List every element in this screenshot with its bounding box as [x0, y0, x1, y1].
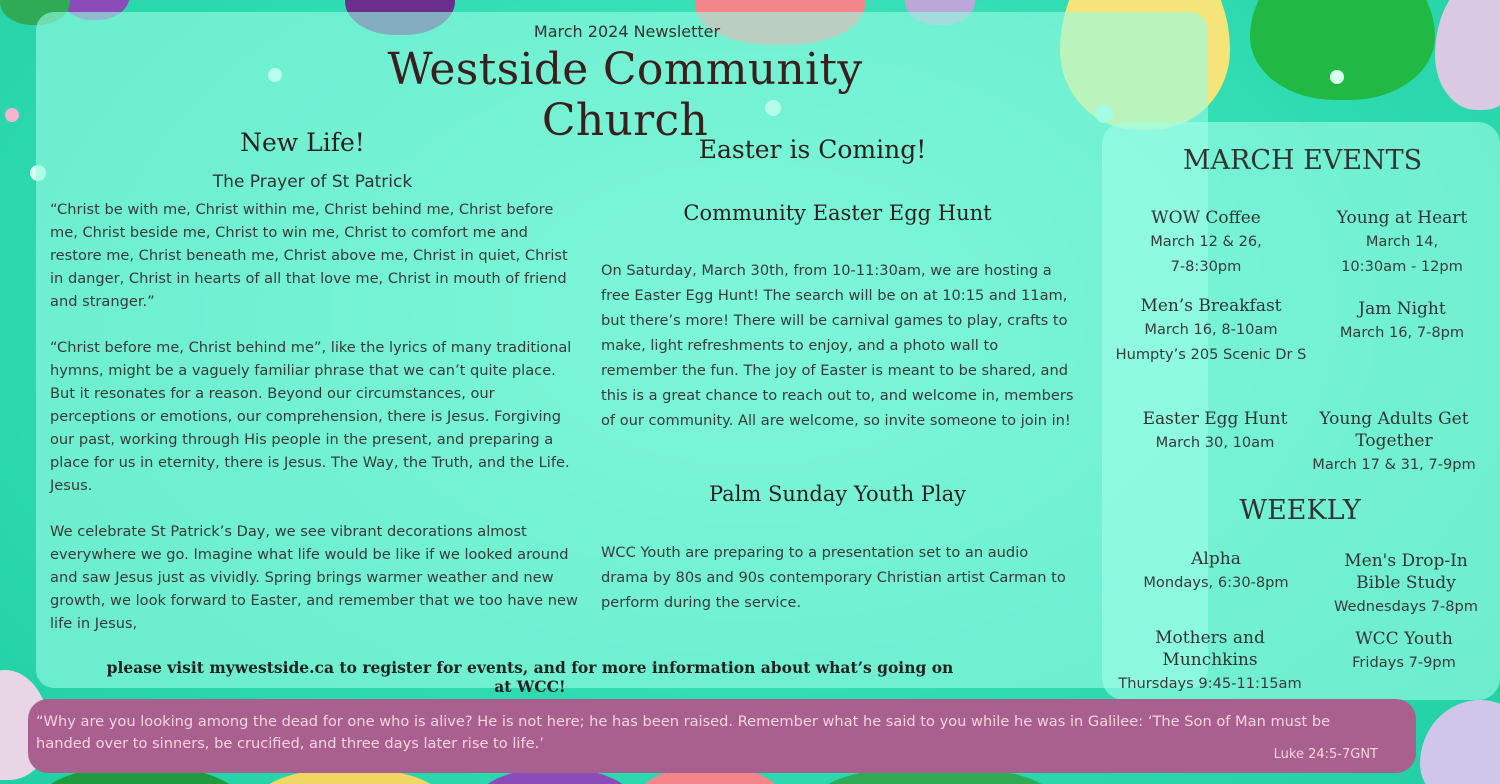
- event-detail: Fridays 7-9pm: [1352, 654, 1456, 671]
- event-name: WOW Coffee: [1151, 208, 1261, 228]
- egg-lavender-bottom-right: [1420, 700, 1500, 784]
- event-detail: Thursdays 9:45-11:15am: [1118, 675, 1302, 692]
- scripture-reference: Luke 24:5-7GNT: [1273, 747, 1378, 762]
- event-name: Easter Egg Hunt: [1142, 409, 1288, 429]
- event-name: Alpha: [1191, 549, 1241, 569]
- weekly-alpha: [1130, 548, 1302, 595]
- event-easter-egg-hunt: [1130, 408, 1300, 455]
- event-detail: March 17 & 31, 7-9pm: [1312, 456, 1476, 473]
- newsletter-label: March 2024 Newsletter: [533, 22, 721, 41]
- event-young-at-heart: [1316, 207, 1488, 279]
- event-detail: Mondays, 6:30-8pm: [1143, 574, 1289, 591]
- event-detail: March 16, 7-8pm: [1339, 324, 1465, 341]
- article-paragraph: We celebrate St Patrick’s Day, we see vibrant decorations almost everywhere we go. Imagine what life would be like if we looked around and saw Jesus just as vividly. Spring brings warmer weather and new growth, we look forward to Easter, and remember that we too have new life in Jesus,: [50, 523, 578, 632]
- event-name: WCC Youth: [1355, 629, 1453, 649]
- church-name-title: Westside Community Church: [387, 44, 863, 146]
- weekly-mens-bible-study: [1316, 550, 1496, 619]
- weekly-title: WEEKLY: [1239, 495, 1361, 526]
- scripture-quote: “Why are you looking among the dead for one who is alive? He is not here; he has been raised. Remember what he said to you while he was in Galilee: ‘The Son of Man must be handed over to sinners, be crucified, and three days later rise to life.’: [36, 713, 1331, 752]
- event-name: Jam Night: [1358, 299, 1446, 319]
- weekly-wcc-youth: [1320, 628, 1488, 675]
- confetti-dot: [5, 108, 19, 122]
- egg-speckled-right: [1435, 0, 1500, 110]
- egg-hunt-text: On Saturday, March 30th, from 10-11:30am, we are hosting a free Easter Egg Hunt! The search will be on at 10:15 and 11am, but there’s more! There will be carnival games to play, crafts to make, light refreshments to enjoy, and a photo wall to remember the fun. The joy of Easter is meant to be shared, and this is a great chance to reach out to, and welcome in, members of our community. All are welcome, so invite someone to join in!: [601, 262, 1074, 429]
- event-detail: March 30, 10am: [1155, 434, 1275, 451]
- easter-heading: Easter is Coming!: [698, 135, 927, 164]
- confetti-dot: [1330, 70, 1344, 84]
- event-name: Mothers and Munchkins: [1155, 628, 1265, 670]
- event-mens-breakfast: [1100, 295, 1322, 367]
- article-paragraph: “Christ be with me, Christ within me, Christ behind me, Christ before me, Christ beside me, Christ to win me, Christ to comfort me and restore me, Christ beneath me, Christ above me, Christ in quiet, Christ in danger, Christ in hearts of all that love me, Christ in mouth of friend and stranger.”: [50, 201, 568, 310]
- event-name: Men's Drop-In Bible Study: [1344, 551, 1468, 593]
- event-jam-night: [1316, 298, 1488, 345]
- new-life-heading: New Life!: [240, 128, 365, 157]
- event-wow-coffee: [1120, 207, 1292, 279]
- prayer-subheading: The Prayer of St Patrick: [212, 172, 413, 192]
- weekly-mothers-munchkins: [1110, 627, 1310, 696]
- event-detail: March 14, 10:30am - 12pm: [1341, 233, 1463, 275]
- event-detail: March 12 & 26, 7-8:30pm: [1150, 233, 1262, 275]
- egg-green-polka-top-right: [1250, 0, 1435, 100]
- article-paragraph: “Christ before me, Christ behind me”, like the lyrics of many traditional hymns, might be a vaguely familiar phrase that we can’t quite place. But it resonates for a reason. Beyond our circumstances, our perceptions or emotions, our comprehension, there is Jesus. Forgiving our past, working through His people in the present, and preparing a place for us in eternity, there is Jesus. The Way, the Truth, and the Life. Jesus.: [50, 339, 572, 494]
- egg-hunt-heading: Community Easter Egg Hunt: [683, 201, 992, 225]
- event-name: Young Adults Get Together: [1319, 409, 1469, 451]
- website-link-line[interactable]: please visit mywestside.ca to register for events, and for more information about what’s going on at WCC!: [106, 658, 954, 696]
- event-detail: Wednesdays 7-8pm: [1333, 598, 1479, 615]
- youth-play-heading: Palm Sunday Youth Play: [708, 482, 967, 506]
- event-detail: March 16, 8-10am Humpty’s 205 Scenic Dr S: [1115, 321, 1307, 363]
- event-young-adults: [1296, 408, 1492, 477]
- youth-play-text: WCC Youth are preparing to a presentation set to an audio drama by 80s and 90s contemporary Christian artist Carman to perform during the service.: [601, 544, 1066, 611]
- march-events-title: MARCH EVENTS: [1182, 145, 1423, 176]
- event-name: Men’s Breakfast: [1140, 296, 1282, 316]
- new-life-article: [50, 198, 580, 658]
- event-name: Young at Heart: [1336, 208, 1468, 228]
